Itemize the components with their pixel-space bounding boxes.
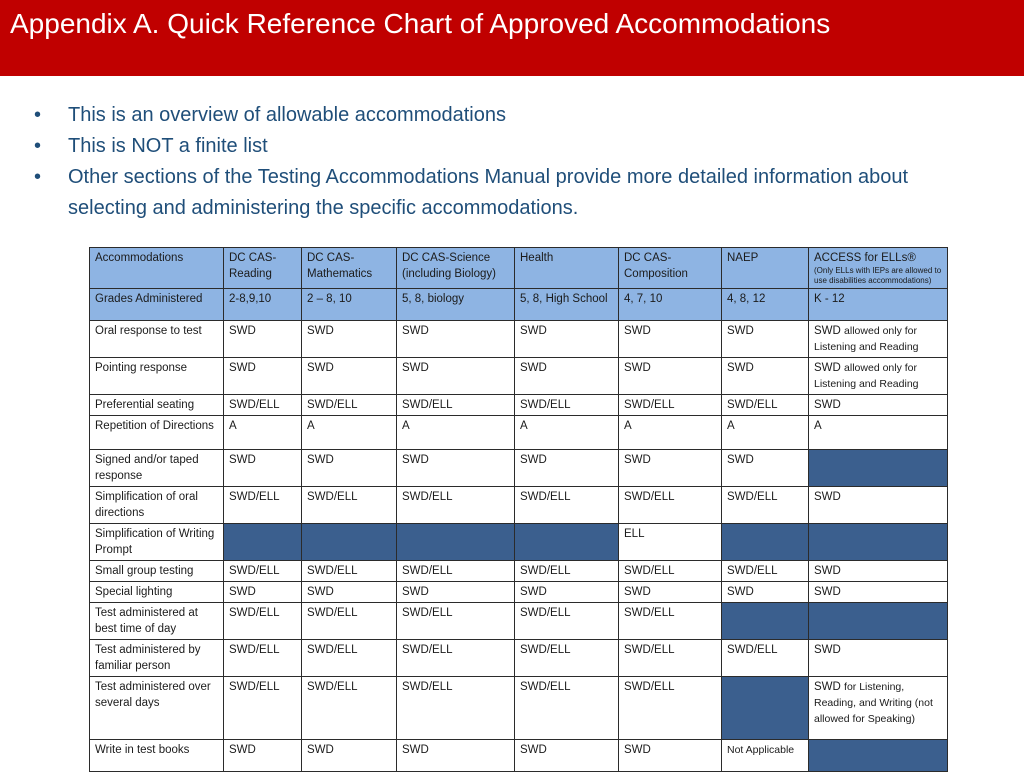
- table-cell: SWD/ELL: [302, 395, 397, 416]
- table-cell: 2-8,9,10: [224, 289, 302, 321]
- table-cell: SWD: [619, 582, 722, 603]
- table-cell: SWD: [302, 450, 397, 487]
- table-cell: SWD: [722, 321, 809, 358]
- table-cell: 5, 8, High School: [515, 289, 619, 321]
- table-row: [90, 561, 948, 582]
- cell-value: SWD: [814, 681, 841, 693]
- table-cell: SWD: [302, 582, 397, 603]
- table-cell: SWD: [397, 740, 515, 772]
- table-cell: SWD: [397, 358, 515, 395]
- column-header: [224, 248, 302, 289]
- table-header-row: [90, 248, 948, 289]
- table-cell: SWD/ELL: [619, 487, 722, 524]
- table-row: [90, 450, 948, 487]
- table-cell: SWD: [515, 321, 619, 358]
- shaded-cell: [722, 524, 809, 561]
- column-header: [90, 248, 224, 289]
- row-label: Oral response to test: [90, 321, 224, 358]
- column-header: [302, 248, 397, 289]
- table-cell: SWD/ELL: [515, 561, 619, 582]
- cell-note: allowed only for Listening and Reading: [814, 325, 919, 353]
- table-cell: 4, 8, 12: [722, 289, 809, 321]
- shaded-cell: [809, 740, 948, 772]
- table-cell: SWD: [809, 582, 948, 603]
- shaded-cell: [722, 677, 809, 740]
- table-cell: SWD: [224, 740, 302, 772]
- shaded-cell: [302, 524, 397, 561]
- column-header-label: DC CAS-Mathematics: [307, 252, 373, 280]
- bullet-item: [34, 100, 934, 131]
- table-cell: SWD: [722, 582, 809, 603]
- table-cell: SWD: [302, 358, 397, 395]
- table-cell: SWD/ELL: [224, 395, 302, 416]
- table-cell: SWD: [224, 582, 302, 603]
- row-label: Write in test books: [90, 740, 224, 772]
- table-cell: SWD: [619, 358, 722, 395]
- table-cell: SWD/ELL: [397, 640, 515, 677]
- table-cell: SWD/ELL: [397, 561, 515, 582]
- table-cell: A: [397, 416, 515, 450]
- table-cell: SWD: [224, 450, 302, 487]
- column-header-label: DC CAS-Science (including Biology): [402, 252, 496, 280]
- table-cell: SWD: [809, 395, 948, 416]
- table-cell: SWD: [619, 321, 722, 358]
- table-cell: A: [302, 416, 397, 450]
- shaded-cell: [515, 524, 619, 561]
- row-label: Grades Administered: [90, 289, 224, 321]
- table-row: [90, 358, 948, 395]
- bullet-item: [34, 131, 934, 162]
- shaded-cell: [809, 524, 948, 561]
- row-label: Test administered over several days: [90, 677, 224, 740]
- grades-row: [90, 289, 948, 321]
- table-cell: SWD: [809, 561, 948, 582]
- cell-value: SWD: [814, 325, 841, 337]
- table-row: [90, 416, 948, 450]
- table-cell: 4, 7, 10: [619, 289, 722, 321]
- shaded-cell: [809, 450, 948, 487]
- bullet-text: Other sections of the Testing Accommodations Manual provide more detailed information about selecting and administering the specific accommodations.: [68, 166, 909, 219]
- table-cell: SWD/ELL: [224, 603, 302, 640]
- table-row: [90, 524, 948, 561]
- row-label: Preferential seating: [90, 395, 224, 416]
- table-cell: SWD/ELL: [302, 487, 397, 524]
- bullet-icon: •: [34, 166, 42, 188]
- column-header-label: Accommodations: [95, 252, 184, 264]
- row-label: Special lighting: [90, 582, 224, 603]
- cell-note: allowed only for Listening and Reading: [814, 362, 919, 390]
- title-bar: [0, 0, 1024, 76]
- table-cell: SWD: [722, 450, 809, 487]
- table-cell: SWD: [619, 450, 722, 487]
- table-cell: SWD: [515, 582, 619, 603]
- table-cell: ELL: [619, 524, 722, 561]
- table-cell: SWD/ELL: [224, 677, 302, 740]
- bullet-text: This is an overview of allowable accommodations: [68, 104, 506, 126]
- table-cell: SWD/ELL: [619, 561, 722, 582]
- column-header: [722, 248, 809, 289]
- table-cell: SWD: [809, 487, 948, 524]
- table-cell: A: [224, 416, 302, 450]
- table-cell: SWD/ELL: [224, 640, 302, 677]
- table-row: [90, 321, 948, 358]
- table-cell: SWD/ELL: [515, 603, 619, 640]
- table-cell: SWD: [722, 358, 809, 395]
- table-cell: K - 12: [809, 289, 948, 321]
- shaded-cell: [809, 603, 948, 640]
- table-cell: SWD/ELL: [722, 487, 809, 524]
- row-label: Simplification of Writing Prompt: [90, 524, 224, 561]
- table-cell: SWD/ELL: [397, 395, 515, 416]
- column-header-label: NAEP: [727, 252, 759, 264]
- bullet-list: [34, 100, 934, 224]
- table-cell: SWD: [515, 358, 619, 395]
- table-cell: SWD/ELL: [619, 640, 722, 677]
- bullet-icon: •: [34, 135, 42, 157]
- table-cell: [809, 321, 948, 358]
- table-cell: SWD/ELL: [619, 395, 722, 416]
- table-cell: SWD/ELL: [515, 640, 619, 677]
- table-cell: SWD/ELL: [397, 677, 515, 740]
- table-row: [90, 640, 948, 677]
- row-label: Pointing response: [90, 358, 224, 395]
- table-cell: SWD/ELL: [722, 561, 809, 582]
- column-header: [619, 248, 722, 289]
- accommodations-table: [89, 247, 948, 772]
- table-cell: SWD/ELL: [224, 487, 302, 524]
- table-cell: SWD/ELL: [619, 603, 722, 640]
- table-cell: SWD/ELL: [302, 677, 397, 740]
- table-cell: SWD/ELL: [515, 395, 619, 416]
- bullet-text: This is NOT a finite list: [68, 135, 268, 157]
- row-label: Signed and/or taped response: [90, 450, 224, 487]
- table-cell: SWD/ELL: [224, 561, 302, 582]
- table-row: [90, 582, 948, 603]
- table-cell: SWD/ELL: [397, 603, 515, 640]
- table-cell: [809, 677, 948, 740]
- slide-title: Appendix A. Quick Reference Chart of Approved Accommodations: [10, 8, 831, 39]
- shaded-cell: [224, 524, 302, 561]
- table-cell: SWD/ELL: [619, 677, 722, 740]
- table-row: [90, 487, 948, 524]
- shaded-cell: [397, 524, 515, 561]
- table-row: [90, 677, 948, 740]
- table-cell: SWD/ELL: [302, 561, 397, 582]
- table-cell: SWD: [397, 321, 515, 358]
- column-header-label: DC CAS-Reading: [229, 252, 277, 280]
- cell-value: SWD: [814, 362, 841, 374]
- table-cell: SWD: [809, 640, 948, 677]
- table-cell: SWD: [397, 450, 515, 487]
- table-cell: 2 – 8, 10: [302, 289, 397, 321]
- table-cell: SWD: [515, 450, 619, 487]
- row-label: Test administered at best time of day: [90, 603, 224, 640]
- column-header: [809, 248, 948, 289]
- table-cell: SWD: [302, 740, 397, 772]
- cell-note: for Listening, Reading, and Writing (not allowed for Speaking): [814, 681, 933, 725]
- access-eligibility-note: (Only ELLs with IEPs are allowed to use disabilities accommodations): [814, 266, 942, 285]
- table-cell: SWD: [302, 321, 397, 358]
- bullet-icon: •: [34, 104, 42, 126]
- table-cell: [809, 358, 948, 395]
- row-label: Small group testing: [90, 561, 224, 582]
- table-cell: SWD/ELL: [302, 640, 397, 677]
- table-cell: A: [809, 416, 948, 450]
- table-cell: 5, 8, biology: [397, 289, 515, 321]
- row-label: Test administered by familiar person: [90, 640, 224, 677]
- table-cell: SWD/ELL: [515, 677, 619, 740]
- table-cell: SWD/ELL: [397, 487, 515, 524]
- table-cell: SWD: [397, 582, 515, 603]
- table-cell: A: [515, 416, 619, 450]
- table-cell: SWD: [619, 740, 722, 772]
- table-cell: Not Applicable: [722, 740, 809, 772]
- table-row: [90, 740, 948, 772]
- column-header-label: Health: [520, 252, 554, 264]
- row-label: Simplification of oral directions: [90, 487, 224, 524]
- row-label: Repetition of Directions: [90, 416, 224, 450]
- table-cell: SWD/ELL: [722, 395, 809, 416]
- bullet-item: [34, 162, 934, 224]
- table-body: [90, 248, 948, 772]
- table-cell: A: [722, 416, 809, 450]
- column-header: [397, 248, 515, 289]
- table-row: [90, 395, 948, 416]
- table-cell: SWD/ELL: [722, 640, 809, 677]
- table-cell: SWD: [224, 358, 302, 395]
- table-row: [90, 603, 948, 640]
- table-cell: SWD: [224, 321, 302, 358]
- table-cell: SWD: [515, 740, 619, 772]
- table-cell: SWD/ELL: [302, 603, 397, 640]
- shaded-cell: [722, 603, 809, 640]
- table-cell: A: [619, 416, 722, 450]
- column-header-label: ACCESS for ELLs®: [814, 252, 916, 264]
- column-header-label: DC CAS-Composition: [624, 252, 688, 280]
- column-header: [515, 248, 619, 289]
- table-cell: SWD/ELL: [515, 487, 619, 524]
